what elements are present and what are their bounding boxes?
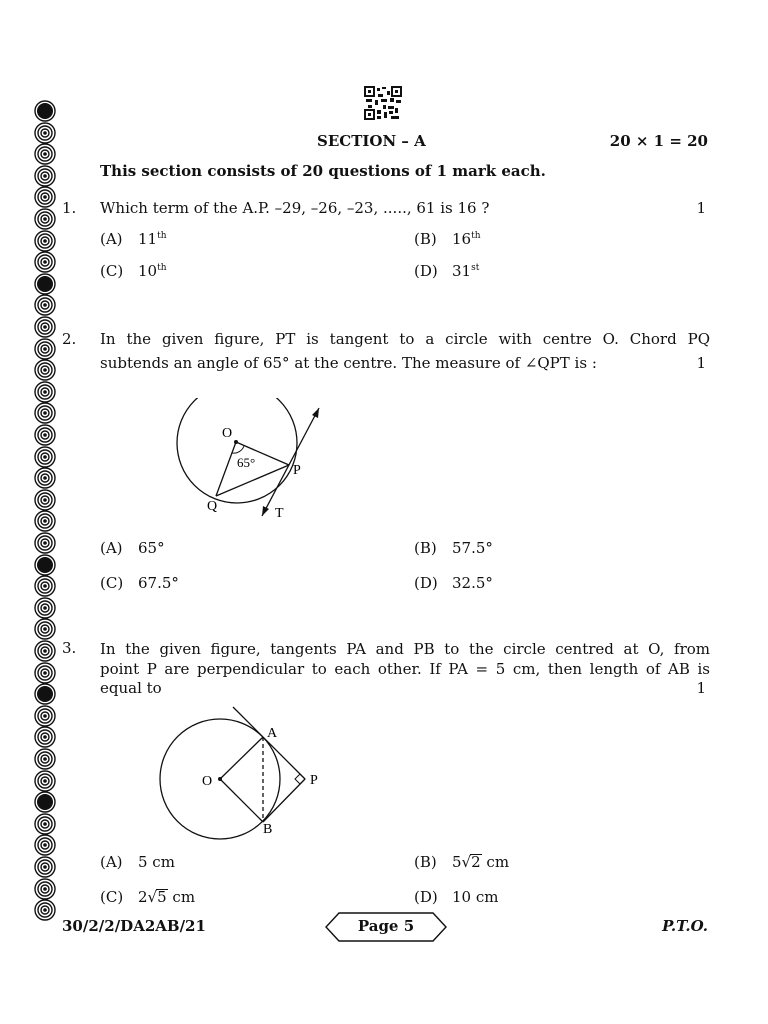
binding-ring xyxy=(34,532,56,554)
option-coefficient: 5 xyxy=(452,853,462,871)
binding-ring xyxy=(34,575,56,597)
figure-label-o: O xyxy=(222,426,233,441)
section-title: SECTION – A xyxy=(317,132,426,150)
option-label: (B) xyxy=(414,539,437,557)
pto-label: P.T.O. xyxy=(662,917,708,935)
question-marks: 1 xyxy=(696,679,706,697)
binding-ring xyxy=(34,186,56,208)
option-label: (A) xyxy=(100,230,123,248)
option-unit: cm xyxy=(167,888,196,906)
page-number-badge xyxy=(325,912,447,942)
question-marks: 1 xyxy=(696,354,706,372)
binding-ring xyxy=(34,402,56,424)
binding-ring xyxy=(34,813,56,835)
option-value: 5 cm xyxy=(138,853,175,871)
binding-ring xyxy=(34,230,56,252)
question-marks: 1 xyxy=(696,199,706,217)
binding-ring xyxy=(34,705,56,727)
option-c xyxy=(100,262,167,280)
option-value: 11 xyxy=(138,230,158,248)
binding-ring xyxy=(34,122,56,144)
qr-code xyxy=(364,86,402,120)
option-d xyxy=(414,888,498,906)
option-value: 10 xyxy=(138,262,158,280)
tangent-circle-figure xyxy=(170,398,340,526)
binding-ring xyxy=(34,640,56,662)
option-suffix: th xyxy=(157,231,167,241)
figure-label-q: Q xyxy=(207,499,218,514)
binding-ring xyxy=(34,597,56,619)
option-b xyxy=(414,539,493,557)
binding-ring xyxy=(34,381,56,403)
question-text-line: point P are perpendicular to each other. If PA = 5 cm, then length of AB is xyxy=(100,660,710,678)
marks-scheme: 20 × 1 = 20 xyxy=(609,132,708,150)
option-d xyxy=(414,574,493,592)
binding-ring xyxy=(34,143,56,165)
binding-ring xyxy=(34,856,56,878)
option-suffix: th xyxy=(157,263,167,273)
option-c xyxy=(100,888,195,906)
binding-ring-filled xyxy=(34,791,56,813)
option-label: (B) xyxy=(414,230,437,248)
binding-ring xyxy=(34,251,56,273)
perpendicular-tangents-figure xyxy=(155,704,335,840)
option-value: 32.5° xyxy=(452,574,493,592)
binding-ring xyxy=(34,489,56,511)
binding-ring xyxy=(34,899,56,921)
question-text-line: In the given figure, PT is tangent to a circle with centre O. Chord PQ xyxy=(100,330,710,348)
binding-ring-filled xyxy=(34,683,56,705)
option-label: (A) xyxy=(100,539,123,557)
binding-ring xyxy=(34,316,56,338)
binding-ring xyxy=(34,834,56,856)
option-radicand: 5 xyxy=(157,888,167,906)
option-unit: cm xyxy=(481,853,510,871)
binding-ring xyxy=(34,165,56,187)
question-text: Which term of the A.P. –29, –26, –23, ....., 61 is 16 ? xyxy=(100,199,490,217)
option-value: 67.5° xyxy=(138,574,179,592)
option-d xyxy=(414,262,479,280)
sqrt-sign: √ xyxy=(147,888,158,906)
question-number: 3. xyxy=(62,639,77,657)
option-label: (B) xyxy=(414,853,437,871)
option-c xyxy=(100,574,179,592)
question-text-line: subtends an angle of 65° at the centre. The measure of ∠QPT is : xyxy=(100,354,597,372)
page-label: Page 5 xyxy=(357,917,415,935)
option-label: (C) xyxy=(100,888,124,906)
binding-ring xyxy=(34,359,56,381)
figure-label-p: P xyxy=(310,773,318,788)
option-value: 57.5° xyxy=(452,539,493,557)
sqrt-sign: √ xyxy=(461,853,472,871)
binding-ring xyxy=(34,294,56,316)
option-label: (C) xyxy=(100,574,124,592)
figure-label-o: O xyxy=(202,774,213,789)
binding-ring xyxy=(34,446,56,468)
option-label: (D) xyxy=(414,888,438,906)
question-text-line: equal to xyxy=(100,679,162,697)
figure-label-b: B xyxy=(263,822,273,837)
option-label: (D) xyxy=(414,574,438,592)
binding-ring-filled xyxy=(34,273,56,295)
section-instruction: This section consists of 20 questions of 1 mark each. xyxy=(100,162,546,180)
binding-ring xyxy=(34,510,56,532)
binding-ring xyxy=(34,208,56,230)
figure-label-angle: 65° xyxy=(237,455,256,470)
binding-ring xyxy=(34,878,56,900)
option-a xyxy=(100,230,167,248)
option-radicand: 2 xyxy=(471,853,481,871)
binding-ring xyxy=(34,726,56,748)
figure-label-t: T xyxy=(275,506,284,521)
option-b xyxy=(414,230,481,248)
option-suffix: st xyxy=(471,263,480,273)
option-a xyxy=(100,539,165,557)
option-value: 31 xyxy=(452,262,472,280)
binding-ring xyxy=(34,338,56,360)
question-number: 1. xyxy=(62,199,77,217)
binding-ring xyxy=(34,770,56,792)
figure-label-a: A xyxy=(267,726,278,741)
binding-ring xyxy=(34,748,56,770)
option-a xyxy=(100,853,175,871)
paper-code: 30/2/2/DA2AB/21 xyxy=(62,917,206,935)
option-label: (C) xyxy=(100,262,124,280)
figure-label-p: P xyxy=(293,463,301,478)
question-number: 2. xyxy=(62,330,77,348)
option-value: 10 cm xyxy=(452,888,499,906)
binding-ring xyxy=(34,662,56,684)
question-text-line: In the given figure, tangents PA and PB to the circle centred at O, from xyxy=(100,640,710,658)
option-label: (D) xyxy=(414,262,438,280)
binding-ring xyxy=(34,424,56,446)
binding-ring xyxy=(34,467,56,489)
binding-ring-filled xyxy=(34,100,56,122)
option-b xyxy=(414,853,509,871)
option-value: 16 xyxy=(452,230,472,248)
option-suffix: th xyxy=(471,231,481,241)
option-coefficient: 2 xyxy=(138,888,148,906)
option-value: 65° xyxy=(138,539,165,557)
binding-ring-filled xyxy=(34,554,56,576)
binding-ring xyxy=(34,618,56,640)
option-label: (A) xyxy=(100,853,123,871)
